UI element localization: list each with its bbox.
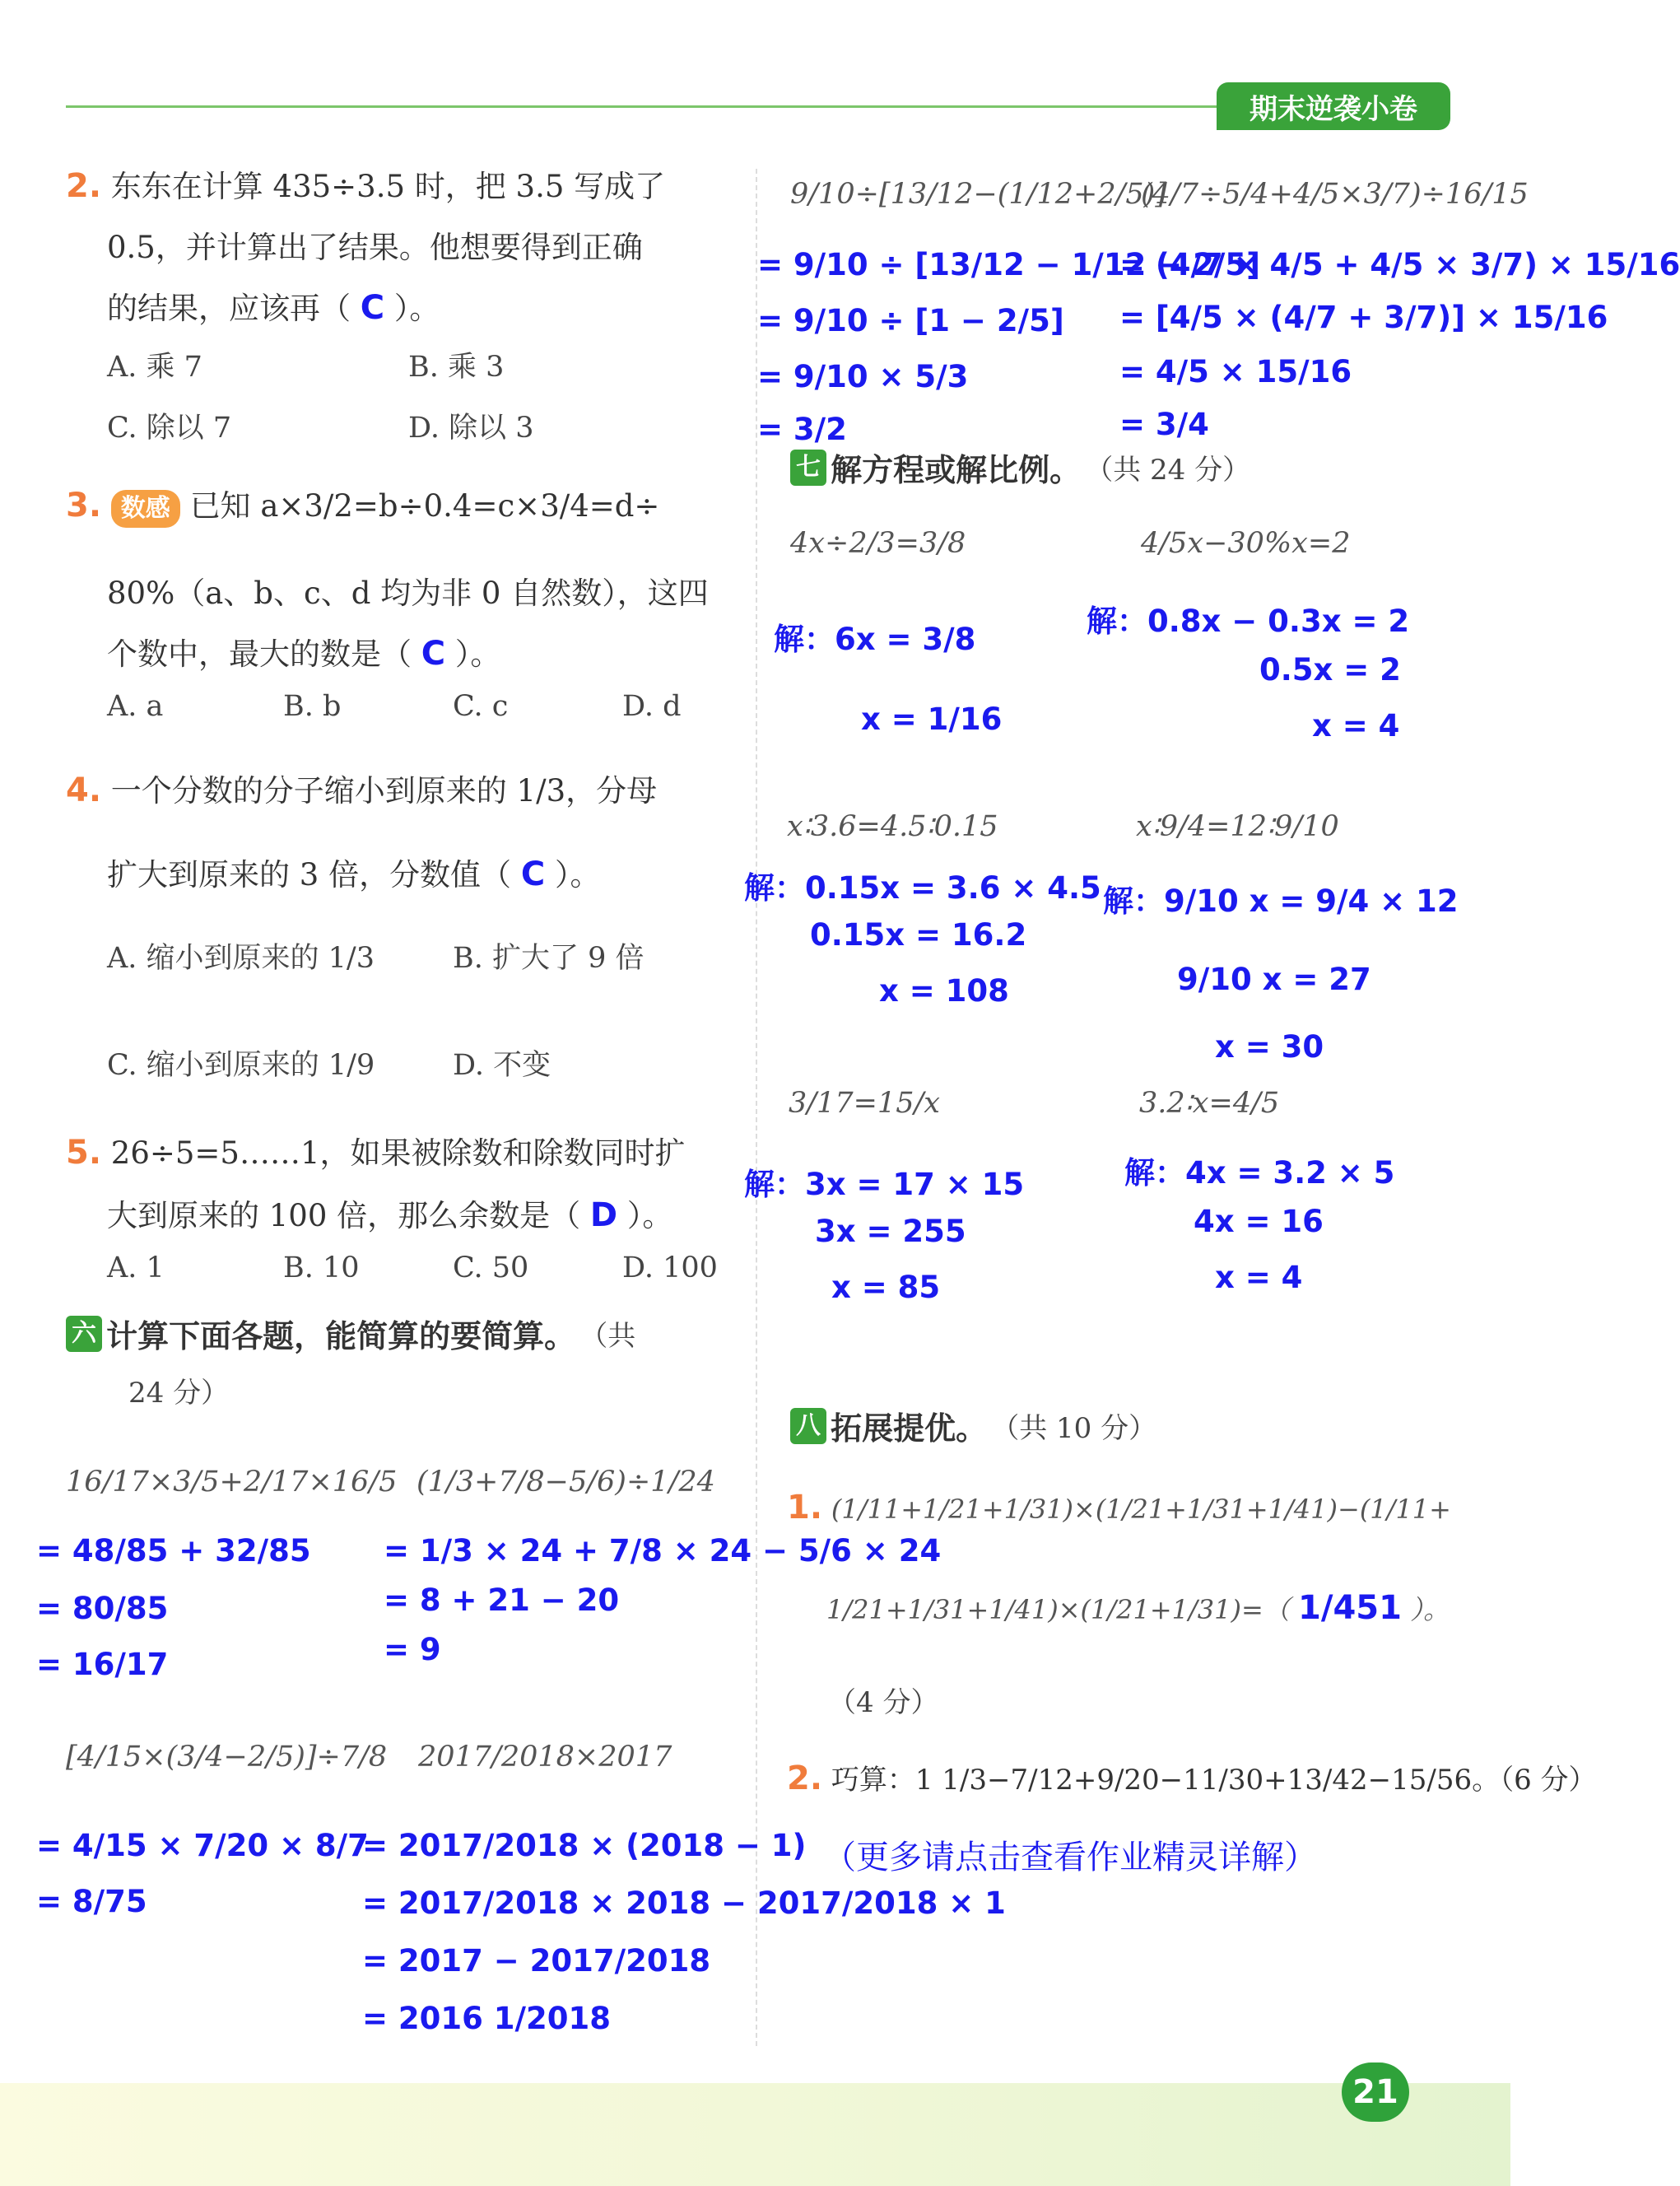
- eq3-step2: 0.15x = 16.2: [810, 917, 1027, 953]
- ext1-answer: 1/451: [1298, 1589, 1402, 1627]
- eq4-problem: x∶9/4=12∶9/10: [1136, 810, 1339, 843]
- calc1-step3: = 16/17: [36, 1647, 169, 1682]
- calc1-step2: = 80/85: [36, 1591, 169, 1626]
- q3-number: 3.: [66, 487, 102, 524]
- calc3-step1: = 4/15 × 7/20 × 8/7: [36, 1828, 369, 1863]
- q3-option-a: A. a: [107, 690, 164, 723]
- q2-text3: 的结果，应该再（: [107, 291, 351, 326]
- eq6-step3: x = 4: [1215, 1260, 1303, 1295]
- q5-text2: 大到原来的 100 倍，那么余数是（: [107, 1198, 581, 1233]
- q4-text2: 扩大到原来的 3 倍，分数值（: [107, 857, 512, 893]
- eq4-step3: x = 30: [1215, 1029, 1324, 1065]
- eq5-problem: 3/17=15/x: [789, 1087, 940, 1120]
- q5-option-d: D. 100: [622, 1251, 718, 1284]
- q4-number: 4.: [66, 771, 102, 809]
- eq2-step3: x = 4: [1312, 708, 1400, 743]
- q4-option-c: C. 缩小到原来的 1/9: [107, 1049, 375, 1082]
- ext2-number: 2.: [787, 1760, 823, 1797]
- q2-option-b: B. 乘 3: [408, 351, 505, 384]
- section8-score: （共 10 分）: [991, 1412, 1157, 1445]
- q4-line1: [66, 766, 657, 810]
- section7-title: 解方程或解比例。: [831, 452, 1082, 488]
- calc1-step1: = 48/85 + 32/85: [36, 1533, 311, 1568]
- q2-option-a: A. 乘 7: [107, 351, 202, 384]
- q5-option-c: C. 50: [453, 1251, 529, 1284]
- section8-title: 拓展提优。: [831, 1410, 988, 1447]
- q5-line1: [66, 1128, 686, 1172]
- calc1-problem: 16/17×3/5+2/17×16/5: [66, 1466, 398, 1499]
- q2-answer: C: [360, 289, 385, 327]
- q4-answer: C: [520, 855, 546, 893]
- q4-text1: 一个分数的分子缩小到原来的 1/3，分母: [110, 773, 658, 809]
- eq6-step2: 4x = 16: [1194, 1204, 1324, 1239]
- ext1-text1: (1/11+1/21+1/31)×(1/21+1/31+1/41)−(1/11+: [831, 1494, 1451, 1525]
- q2-option-c: C. 除以 7: [107, 412, 232, 445]
- header-rule: [66, 105, 1218, 108]
- q3-line1: [66, 481, 659, 528]
- calc4-step2: = 2017/2018 × 2018 − 2017/2018 × 1: [362, 1885, 1006, 1921]
- q4-text2-post: ）。: [554, 857, 601, 893]
- eq1-step1: 解：6x = 3/8: [774, 622, 976, 657]
- q3-option-b: B. b: [283, 690, 342, 723]
- calc5-step2: = 9/10 ÷ [1 − 2/5]: [757, 303, 1064, 338]
- eq4-step1: 解：9/10 x = 9/4 × 12: [1103, 883, 1459, 919]
- calc6-step3: = 4/5 × 15/16: [1119, 354, 1352, 389]
- more-details-link[interactable]: （更多请点击查看作业精灵详解）: [823, 1839, 1317, 1876]
- section8-heading: [790, 1403, 1156, 1448]
- q3-answer: C: [421, 635, 446, 673]
- calc5-step3: = 9/10 × 5/3: [757, 359, 969, 394]
- calc2-problem: (1/3+7/8−5/6)÷1/24: [417, 1466, 715, 1499]
- eq2-step2: 0.5x = 2: [1259, 652, 1401, 687]
- eq1-problem: 4x÷2/3=3/8: [790, 527, 966, 560]
- section6-score2: 24 分）: [128, 1377, 230, 1410]
- q5-answer: D: [589, 1196, 618, 1234]
- section6-badge: 六: [66, 1316, 102, 1352]
- calc6-problem: (4/7÷5/4+4/5×3/7)÷16/15: [1141, 178, 1529, 211]
- footer-band: [0, 2083, 1510, 2186]
- q3-text3: 个数中，最大的数是（: [107, 636, 412, 672]
- calc6-step4: = 3/4: [1119, 407, 1209, 442]
- ext2-text: 巧算：1 1/3−7/12+9/20−11/30+13/42−15/56。（6 分）: [831, 1764, 1597, 1797]
- q4-line2: [107, 850, 600, 894]
- section8-badge: 八: [790, 1408, 826, 1444]
- eq6-step1: 解：4x = 3.2 × 5: [1124, 1155, 1395, 1191]
- calc2-step3: = 9: [384, 1632, 441, 1667]
- q3-tag: 数感: [111, 490, 180, 528]
- eq2-problem: 4/5x−30%x=2: [1141, 527, 1351, 560]
- q2-line1: [66, 161, 665, 206]
- calc4-problem: 2017/2018×2017: [418, 1741, 672, 1774]
- q2-option-d: D. 除以 3: [408, 412, 534, 445]
- q2-text1: 东东在计算 435÷3.5 时，把 3.5 写成了: [110, 169, 666, 204]
- eq4-step2: 9/10 x = 27: [1177, 962, 1371, 997]
- eq5-step3: x = 85: [831, 1270, 941, 1305]
- section6-heading: [66, 1311, 635, 1356]
- section6-score: （共: [579, 1320, 636, 1353]
- eq6-problem: 3.2∶x=4/5: [1139, 1087, 1280, 1120]
- calc4-step1: = 2017/2018 × (2018 − 1): [362, 1828, 807, 1863]
- calc2-step1: = 1/3 × 24 + 7/8 × 24 − 5/6 × 24: [384, 1533, 942, 1568]
- eq3-problem: x∶3.6=4.5∶0.15: [787, 810, 998, 843]
- q2-line2: 0.5，并计算出了结果。他想要得到正确: [107, 230, 643, 265]
- eq1-step2: x = 1/16: [861, 701, 1003, 737]
- page-number: 21: [1342, 2062, 1409, 2122]
- q5-option-b: B. 10: [283, 1251, 360, 1284]
- section6-title: 计算下面各题，能简算的要简算。: [106, 1318, 576, 1354]
- q5-text1: 26÷5=5……1，如果被除数和除数同时扩: [110, 1135, 686, 1171]
- calc3-step2: = 8/75: [36, 1884, 147, 1919]
- q3-text3-post: ）。: [454, 636, 501, 672]
- calc6-step2: = [4/5 × (4/7 + 3/7)] × 15/16: [1119, 300, 1608, 335]
- eq2-step1: 解：0.8x − 0.3x = 2: [1087, 604, 1410, 639]
- eq5-step1: 解：3x = 17 × 15: [744, 1167, 1025, 1202]
- eq5-step2: 3x = 255: [815, 1214, 966, 1249]
- eq3-step3: x = 108: [879, 973, 1009, 1009]
- ext1-line1: [787, 1489, 1451, 1526]
- q3-option-c: C. c: [453, 690, 509, 723]
- calc4-step4: = 2016 1/2018: [362, 2001, 611, 2036]
- q5-option-a: A. 1: [107, 1251, 165, 1284]
- calc5-step1: = 9/10 ÷ [13/12 − 1/12 − 2/5]: [757, 247, 1260, 282]
- q4-option-d: D. 不变: [453, 1049, 551, 1082]
- q5-line2: [107, 1191, 672, 1235]
- eq3-step1: 解：0.15x = 3.6 × 4.5: [744, 870, 1101, 906]
- q3-option-d: D. d: [622, 690, 682, 723]
- q5-number: 5.: [66, 1134, 102, 1172]
- q2-number: 2.: [66, 167, 102, 205]
- calc5-step4: = 3/2: [757, 412, 847, 447]
- section7-heading: [790, 445, 1250, 490]
- ext2-line: [787, 1757, 1597, 1797]
- calc6-step1: = (4/7 × 4/5 + 4/5 × 3/7) × 15/16: [1119, 247, 1680, 282]
- q3-line2: 80%（a、b、c、d 均为非 0 自然数），这四: [107, 576, 709, 611]
- calc3-problem: [4/15×(3/4−2/5)]÷7/8: [66, 1741, 388, 1774]
- header-tab: 期末逆袭小卷: [1217, 82, 1450, 130]
- ext1-score: （4 分）: [828, 1686, 939, 1719]
- calc5-problem: 9/10÷[13/12−(1/12+2/5)]: [790, 178, 1166, 211]
- q5-text2-post: ）。: [626, 1198, 673, 1233]
- ext1-text2-post: ）。: [1410, 1594, 1450, 1625]
- q2-text3-post: ）。: [393, 291, 440, 326]
- ext1-line2: [826, 1589, 1450, 1627]
- calc2-step2: = 8 + 21 − 20: [384, 1582, 620, 1618]
- calc4-step3: = 2017 − 2017/2018: [362, 1943, 711, 1979]
- q2-line3: [107, 283, 440, 328]
- ext1-number: 1.: [787, 1489, 823, 1526]
- q4-option-b: B. 扩大了 9 倍: [453, 942, 645, 975]
- q4-option-a: A. 缩小到原来的 1/3: [107, 942, 375, 975]
- q3-line3: [107, 629, 500, 674]
- section7-score: （共 24 分）: [1085, 454, 1251, 487]
- column-divider: [756, 169, 757, 2046]
- q3-text1: 已知 a×3/2=b÷0.4=c×3/4=d÷: [189, 488, 660, 524]
- section7-badge: 七: [790, 450, 826, 486]
- ext1-text2: 1/21+1/31+1/41)×(1/21+1/31)=（: [826, 1594, 1290, 1625]
